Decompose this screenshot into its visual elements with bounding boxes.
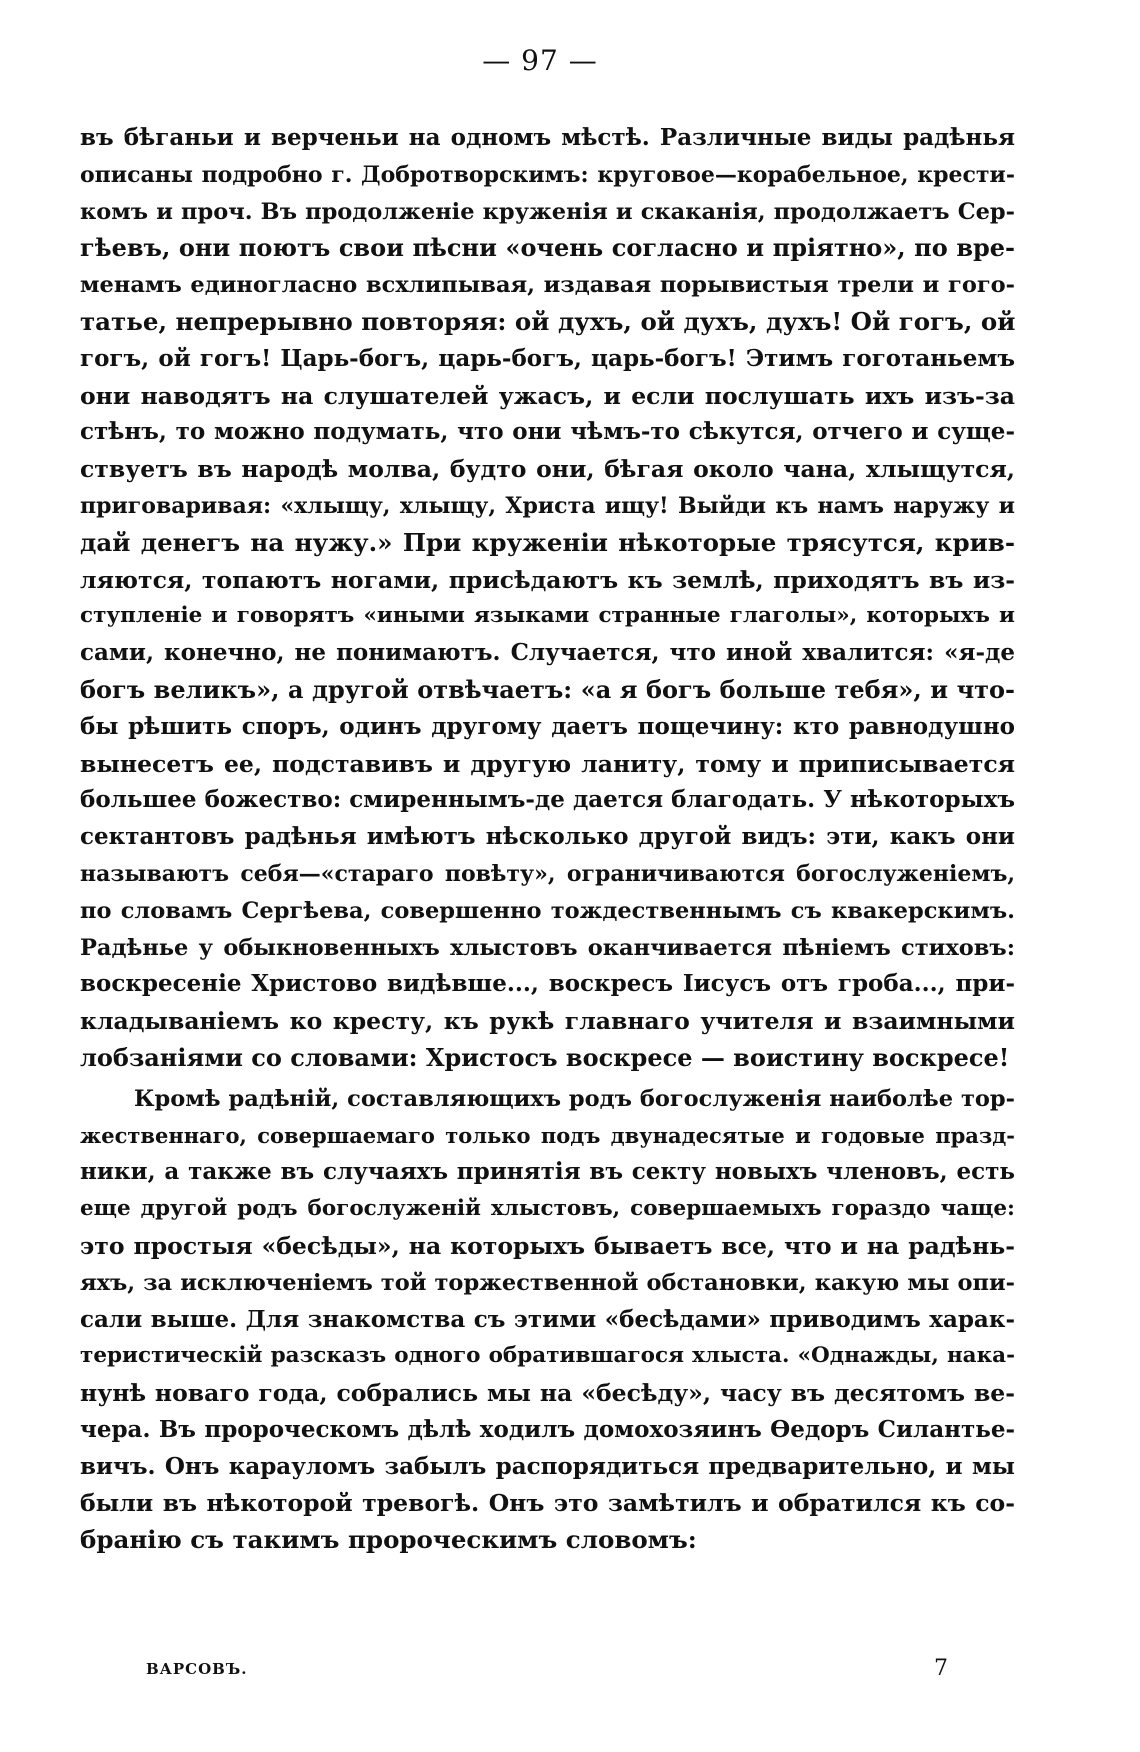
text-line: кладываніемъ ко кресту, къ рукѣ главнаго учителя и взаимными (80, 1007, 1015, 1036)
text-line: вынесетъ ее, подставивъ и другую ланиту, тому и приписывается (80, 749, 1015, 778)
text-line: чера. Въ пророческомъ дѣлѣ ходилъ домохозяинъ Ѳедоръ Силантье- (80, 1415, 1015, 1443)
text-line: сали выше. Для знакомства съ этими «бесѣдами» приводимъ харак- (80, 1305, 1015, 1333)
text-line: теристическій разсказъ одного обратившагося хлыста. «Однажды, нака- (80, 1343, 1015, 1369)
text-line: лобзаніями со словами: Христосъ воскресе — воистину воскресе! (80, 1042, 1010, 1072)
sheet-number: 7 (934, 1656, 948, 1681)
text-line: нунѣ новаго года, собрались мы на «бесѣду», часу въ десятомъ ве- (80, 1379, 1015, 1408)
text-line: Кромѣ радѣній, составляющихъ родъ богослуженія наиболѣе тор- (134, 1085, 1015, 1112)
text-line: ники, а также въ случаяхъ принятія въ секту новыхъ членовъ, есть (80, 1158, 1015, 1186)
text-line: ляются, топаютъ ногами, присѣдаютъ къ землѣ, приходятъ въ из- (80, 565, 1015, 594)
text-line: менамъ единогласно всхлипывая, издавая порывистыя трели и гого- (80, 272, 1015, 299)
text-line: они наводятъ на слушателей ужасъ, и если послушать ихъ изъ-за (80, 381, 1015, 410)
printer-signature: ВАРСОВЪ. (146, 1660, 248, 1678)
text-line: называютъ себя—«стараго повѣту», ограничиваются богослуженіемъ, (80, 860, 1015, 887)
body-text (80, 120, 1015, 1559)
page-footer (0, 1656, 1140, 1686)
text-line: яхъ, за исключеніемъ той торжественной обстановки, какую мы опи- (80, 1269, 1015, 1296)
text-line: воскресеніе Христово видѣвше..., воскресъ Іисусъ отъ гроба..., при- (80, 970, 1015, 998)
text-line: богъ великъ», а другой отвѣчаетъ: «а я богъ больше тебя», и что- (80, 674, 1015, 704)
text-line: жественнаго, совершаемаго только подъ двунадесятые и годовые празд- (80, 1122, 1015, 1148)
text-line: были въ нѣкоторой тревогѣ. Онъ это замѣтилъ и обратился къ со- (80, 1489, 1015, 1518)
text-line: сектантовъ радѣнья имѣютъ нѣсколько другой видъ: эти, какъ они (80, 823, 1015, 851)
text-line: описаны подробно г. Добротворскимъ: круговое—корабельное, крести- (80, 161, 1015, 188)
paragraph (80, 1081, 1015, 1559)
text-line: бы рѣшить споръ, одинъ другому даетъ пощечину: кто равнодушно (80, 712, 1015, 740)
text-line: большее божество: смиреннымъ-де дается благодать. У нѣкоторыхъ (80, 786, 1015, 814)
text-line: комъ и проч. Въ продолженіе круженія и скаканія, продолжаетъ Сер- (80, 198, 1015, 225)
text-line: приговаривая: «хлыщу, хлыщу, Христа ищу! Выйди къ намъ наружу и (80, 492, 1015, 519)
text-line: бранію съ такимъ пророческимъ словомъ: (80, 1525, 697, 1555)
text-line: еще другой родъ богослуженій хлыстовъ, совершаемыхъ гораздо чаще: (80, 1196, 1015, 1222)
text-line: ствуетъ въ народѣ молва, будто они, бѣгая около чана, хлыщутся, (80, 455, 1015, 484)
text-line: дай денегъ на нужу.» При круженіи нѣкоторые трясутся, крив- (80, 527, 1015, 557)
text-line: стѣнъ, то можно подумать, что они чѣмъ-то сѣкутся, отчего и суще- (80, 418, 1015, 446)
text-line: по словамъ Сергѣева, совершенно тождественнымъ съ квакерскимъ. (80, 897, 1015, 924)
text-line: гѣевъ, они поютъ свои пѣсни «очень согласно и пріятно», по вре- (80, 233, 1015, 263)
text-line: въ бѣганьи и верченьи на одномъ мѣстѣ. Различные виды радѣнья (80, 124, 1015, 151)
text-line: это простыя «бесѣды», на которыхъ бываетъ все, что и на радѣнь- (80, 1231, 1015, 1260)
text-line: татье, непрерывно повторяя: ой духъ, ой духъ, духъ! Ой гогъ, ой (80, 306, 1016, 336)
text-line: Радѣнье у обыкновенныхъ хлыстовъ оканчивается пѣніемъ стиховъ: (80, 934, 1015, 961)
text-line: гогъ, ой гогъ! Царь-богъ, царь-богъ, царь-богъ! Этимъ гоготаньемъ (80, 344, 1015, 372)
paragraph (80, 120, 1015, 1077)
page-number: — 97 — (482, 44, 598, 77)
text-line: вичъ. Онъ карауломъ забылъ распорядиться предварительно, и мы (80, 1452, 1015, 1480)
text-line: сами, конечно, не понимаютъ. Случается, что иной хвалится: «я-де (80, 639, 1015, 667)
text-line: ступленіе и говорятъ «иными языками странные глаголы», которыхъ и (80, 603, 1015, 629)
